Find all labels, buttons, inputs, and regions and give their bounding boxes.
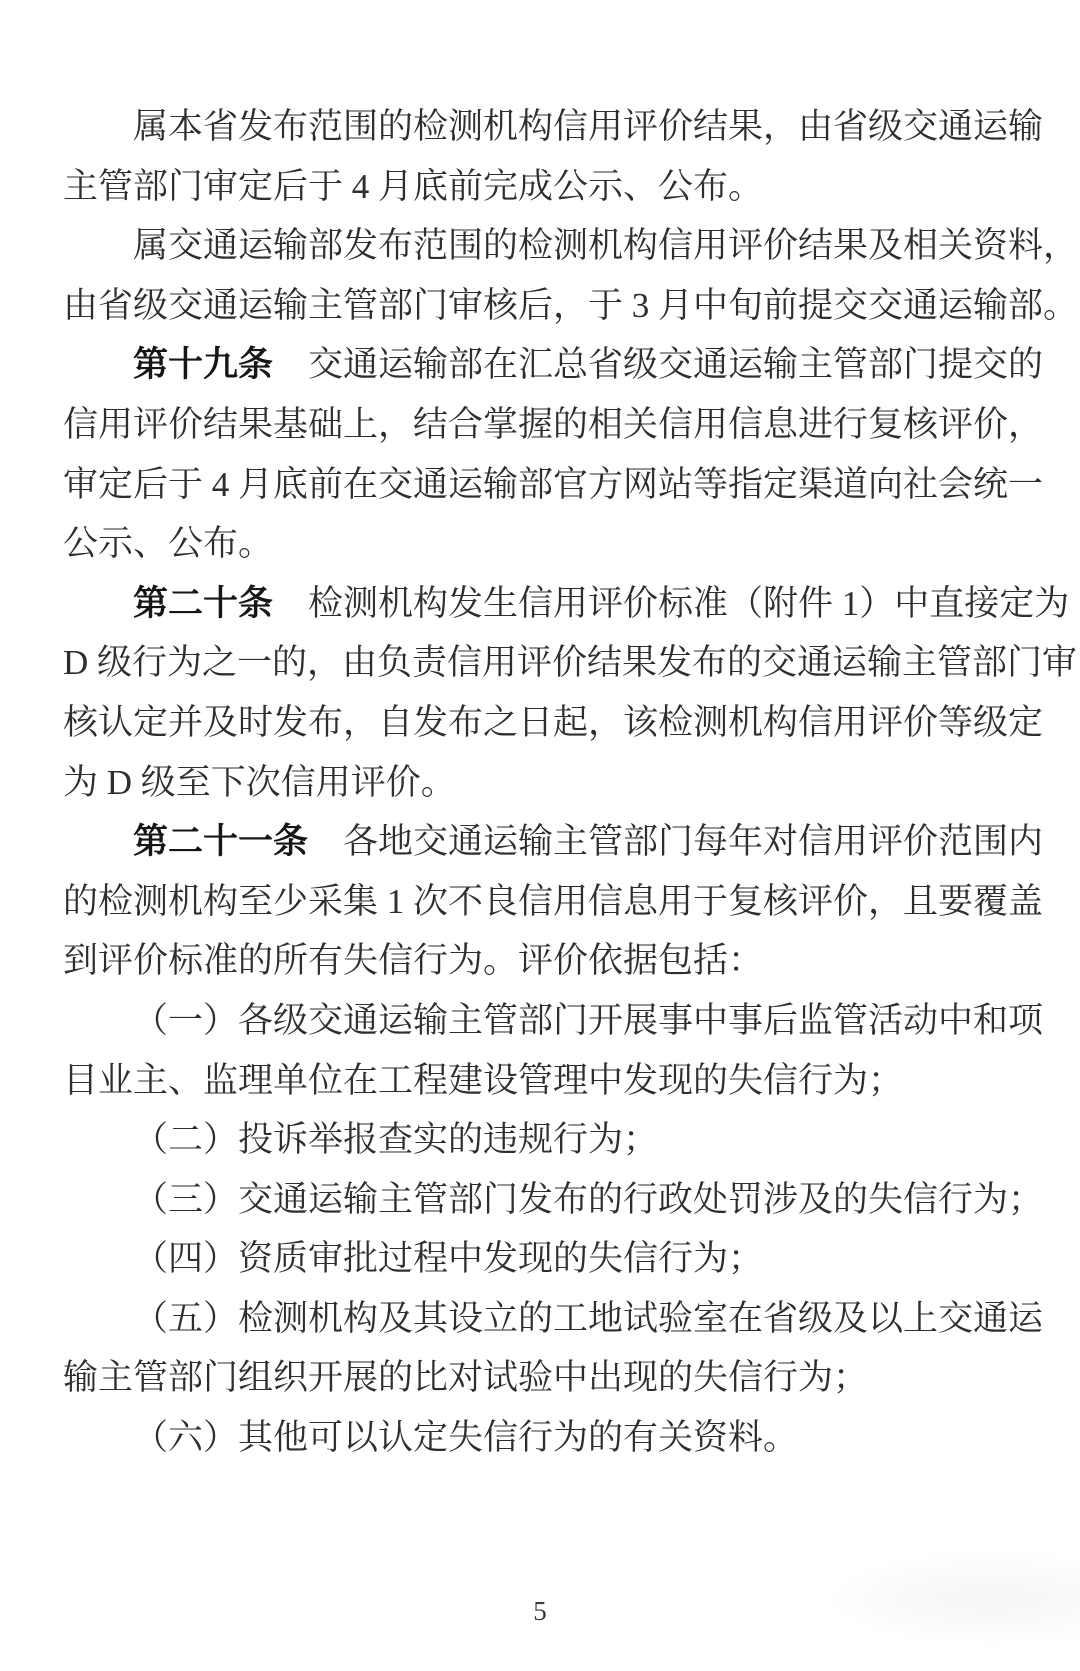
text-line: （一）各级交通运输主管部门开展事中事后监管活动中和项	[133, 1000, 1044, 1040]
text-line: 主管部门审定后于 4 月底前完成公示、公布。	[63, 166, 764, 206]
text-line: 公示、公布。	[63, 524, 274, 564]
text-line: （三）交通运输主管部门发布的行政处罚涉及的失信行为；	[133, 1179, 1044, 1219]
page-number: 5	[533, 1596, 547, 1626]
text-line: 由省级交通运输主管部门审核后，于 3 月中旬前提交交通运输部。	[63, 285, 1079, 325]
text-line: 第二十条 检测机构发生信用评价标准（附件 1）中直接定为	[133, 583, 1070, 623]
article-20-heading: 第二十条	[133, 583, 274, 623]
text-line: 的检测机构至少采集 1 次不良信用信息用于复核评价，且要覆盖	[63, 881, 1044, 921]
text-line: 属交通运输部发布范围的检测机构信用评价结果及相关资料，	[133, 226, 1079, 266]
document-body	[63, 97, 1079, 1468]
text-line: D 级行为之一的，由负责信用评价结果发布的交通运输主管部门审	[63, 643, 1078, 683]
text-line: 第十九条 交通运输部在汇总省级交通运输主管部门提交的	[133, 345, 1044, 385]
text-line: 审定后于 4 月底前在交通运输部官方网站等指定渠道向社会统一	[63, 464, 1044, 504]
text-line: （二）投诉举报查实的违规行为；	[133, 1120, 659, 1160]
text-line: 输主管部门组织开展的比对试验中出现的失信行为；	[63, 1358, 869, 1398]
text-line: 第二十一条 各地交通运输主管部门每年对信用评价范围内	[133, 822, 1044, 862]
text-line: 属本省发布范围的检测机构信用评价结果，由省级交通运输	[133, 107, 1044, 146]
text-line: 目业主、监理单位在工程建设管理中发现的失信行为；	[63, 1060, 904, 1100]
text-line: 核认定并及时发布，自发布之日起，该检测机构信用评价等级定	[63, 702, 1044, 742]
text-line: （五）检测机构及其设立的工地试验室在省级及以上交通运	[133, 1298, 1044, 1338]
text-line: 信用评价结果基础上，结合掌握的相关信用信息进行复核评价，	[63, 404, 1044, 444]
article-19-heading: 第十九条	[133, 345, 274, 385]
article-21-heading: 第二十一条	[133, 822, 309, 862]
text-line: （六）其他可以认定失信行为的有关资料。	[133, 1418, 799, 1458]
text-line: 为 D 级至下次信用评价。	[63, 762, 456, 802]
text-line: （四）资质审批过程中发现的失信行为；	[133, 1239, 764, 1279]
text-line: 到评价标准的所有失信行为。评价依据包括：	[63, 941, 764, 981]
